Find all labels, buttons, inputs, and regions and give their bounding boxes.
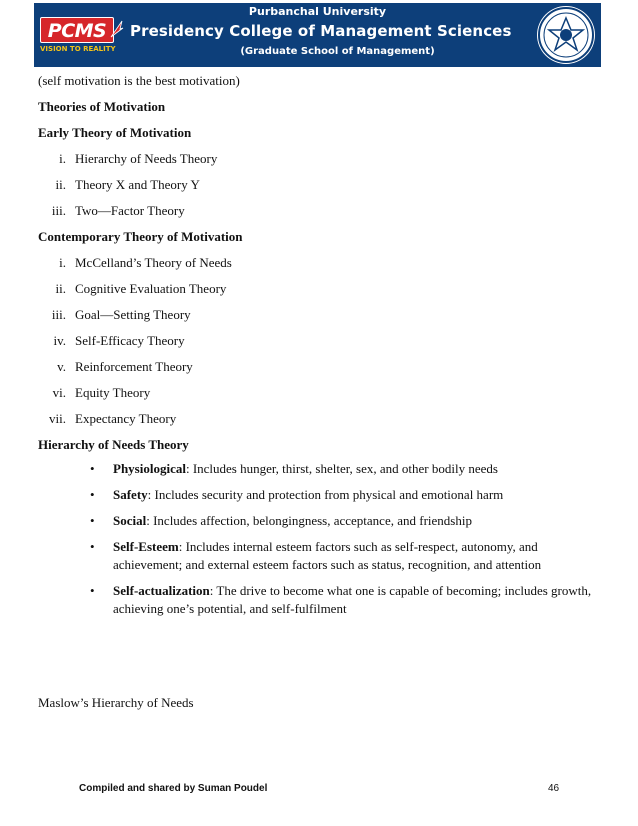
figure-caption: Maslow’s Hierarchy of Needs xyxy=(38,695,194,710)
university-seal-icon xyxy=(537,6,595,64)
item-text: Self-Efficacy Theory xyxy=(75,333,185,348)
bullet-icon: • xyxy=(90,487,95,502)
list-item xyxy=(38,406,598,432)
bullet-icon: • xyxy=(90,583,95,598)
early-theory-list xyxy=(38,146,598,224)
item-number: vi. xyxy=(52,385,66,400)
list-item xyxy=(38,380,598,406)
logo-tagline: VISION TO REALITY xyxy=(40,45,116,53)
needs-list xyxy=(38,460,598,618)
need-description: : Includes affection, belongingness, acceptance, and friendship xyxy=(146,513,472,528)
list-item xyxy=(38,250,598,276)
contemporary-theory-heading: Contemporary Theory of Motivation xyxy=(38,229,243,244)
item-number: i. xyxy=(59,255,66,270)
university-name: Purbanchal University xyxy=(248,5,387,18)
intro-text: (self motivation is the best motivation) xyxy=(38,73,240,88)
list-item xyxy=(38,460,598,478)
item-number: ii. xyxy=(55,177,66,192)
need-description: : Includes internal esteem factors such as self-respect, autonomy, and achievement; and external esteem factors such as status, recognition, and attention xyxy=(113,539,542,572)
list-item xyxy=(38,486,598,504)
item-text: Cognitive Evaluation Theory xyxy=(75,281,227,296)
list-item xyxy=(38,328,598,354)
footer-credit: Compiled and shared by Suman Poudel xyxy=(79,783,268,794)
item-number: i. xyxy=(59,151,66,166)
list-item xyxy=(38,354,598,380)
bullet-icon: • xyxy=(90,539,95,554)
bullet-icon: • xyxy=(90,461,95,476)
item-text: Hierarchy of Needs Theory xyxy=(75,151,218,166)
item-text: Reinforcement Theory xyxy=(75,359,193,374)
list-item xyxy=(38,582,598,618)
theories-heading: Theories of Motivation xyxy=(38,99,166,114)
logo-text: PCMS xyxy=(40,17,114,43)
bullet-icon: • xyxy=(90,513,95,528)
hierarchy-heading: Hierarchy of Needs Theory xyxy=(38,437,189,452)
item-number: ii. xyxy=(55,281,66,296)
need-description: : Includes hunger, thirst, shelter, sex, and other bodily needs xyxy=(185,461,498,476)
list-item xyxy=(38,276,598,302)
list-item xyxy=(38,538,598,574)
need-description: : The drive to become what one is capable of becoming; includes growth, achieving one’s potential, and self-fulfilment xyxy=(113,583,592,616)
item-text: McCelland’s Theory of Needs xyxy=(75,255,232,270)
need-term: Self-actualization xyxy=(113,583,210,598)
list-item xyxy=(38,146,598,172)
page-body xyxy=(38,68,598,626)
list-item xyxy=(38,198,598,224)
item-text: Expectancy Theory xyxy=(75,411,177,426)
item-text: Equity Theory xyxy=(75,385,151,400)
need-term: Safety xyxy=(113,487,148,502)
logo-swoosh-icon xyxy=(110,19,124,39)
item-text: Two—Factor Theory xyxy=(75,203,185,218)
list-item xyxy=(38,172,598,198)
list-item xyxy=(38,302,598,328)
item-number: iv. xyxy=(53,333,66,348)
item-text: Goal—Setting Theory xyxy=(75,307,191,322)
item-number: vii. xyxy=(49,411,66,426)
item-text: Theory X and Theory Y xyxy=(75,177,200,192)
page-number: 46 xyxy=(548,783,560,794)
contemporary-theory-list xyxy=(38,250,598,432)
item-number: v. xyxy=(57,359,66,374)
need-term: Physiological xyxy=(113,461,186,476)
college-name: Presidency College of Management Sciences xyxy=(130,22,512,40)
need-term: Social xyxy=(113,513,147,528)
college-subtitle: (Graduate School of Management) xyxy=(240,46,435,57)
item-number: iii. xyxy=(51,203,66,218)
need-description: : Includes security and protection from physical and emotional harm xyxy=(147,487,504,502)
item-number: iii. xyxy=(51,307,66,322)
list-item xyxy=(38,512,598,530)
early-theory-heading: Early Theory of Motivation xyxy=(38,125,192,140)
header-banner xyxy=(34,3,601,67)
need-term: Self-Esteem xyxy=(113,539,179,554)
